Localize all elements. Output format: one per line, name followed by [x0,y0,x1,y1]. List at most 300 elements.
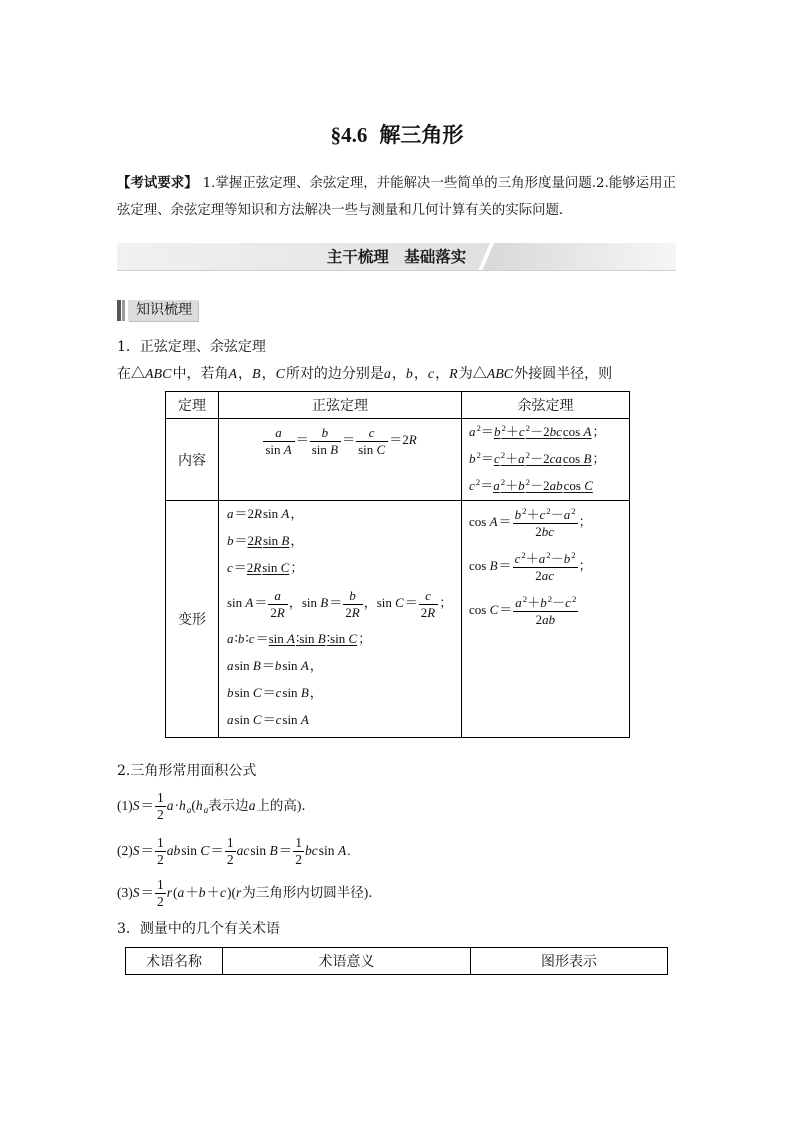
math-text: sin [318,843,338,858]
fraction-denominator [263,442,294,458]
math-text: －2 [530,424,550,439]
content-row-label: 内容 [166,419,219,501]
math-text: ＋ [525,550,539,566]
fraction-denominator [155,852,166,868]
math-variable: A [583,424,592,439]
superscript: 2 [500,450,506,461]
math-variable: R [449,367,458,382]
section-heading: 1．正弦定理、余弦定理 [117,339,266,355]
superscript: 2 [476,423,481,434]
math-variable: A [228,367,238,382]
fraction [263,425,294,458]
math-text: cos [563,478,585,493]
math-text: sin [181,843,201,858]
fraction-numerator [419,588,438,605]
underlined-answer [247,560,291,575]
math-text: ＋ [505,478,519,493]
math-text: 上的高)． [256,798,315,813]
math-variable: B [252,367,261,382]
math-variable: a [227,658,234,673]
math-text: (3) [117,885,133,900]
math-variable: a [383,367,391,382]
math-text: sin [282,712,301,727]
math-text: ； [592,424,606,439]
math-text: )( [227,885,237,900]
fraction-numerator [310,425,341,442]
formula-line [469,588,629,632]
area-formula-2 [117,835,351,867]
math-text: ＝ [498,514,512,529]
math-variable: C [200,843,210,858]
terms-table [125,947,668,975]
math-variable: c [518,424,525,439]
formula-line [469,500,629,544]
sine-law-header: 正弦定理 [219,392,462,419]
superscript: 2 [571,549,576,560]
math-text: ＝ [234,533,248,548]
math-text: ， [238,367,253,382]
formula-line [227,581,461,625]
math-text: sin [234,712,253,727]
math-variable: b [227,685,234,700]
math-text: ； [358,631,372,646]
exam-requirements [117,170,676,224]
section-banner [117,243,676,271]
tag-bar [117,300,121,321]
math-text: ， [309,685,323,700]
math-text: 1 [157,877,164,893]
math-text: 2 [535,567,542,583]
math-text: ＝ [254,595,268,610]
math-text: 2 [246,560,254,575]
fraction-denominator [155,807,166,823]
theorem-header: 定理 [166,392,219,419]
formula-lines [227,500,461,733]
formula-line [227,706,461,733]
math-variable: A [287,631,295,646]
math-variable: b [321,424,329,440]
math-variable: R [427,604,436,620]
math-text: sin [311,441,331,457]
sine-law-variants [219,501,462,738]
math-variable: B [330,441,339,457]
underlined-answer [493,478,594,493]
fraction-denominator [343,605,362,621]
math-text: ＝ [140,798,154,813]
math-text: (1) [117,798,133,813]
math-variable: b [493,424,501,439]
formula-line [227,652,461,679]
fraction-numerator [513,595,578,612]
math-variable: S [132,843,140,858]
math-text: sin [358,441,377,457]
math-text: ＝ [480,424,494,439]
math-variable: a [227,712,234,727]
math-text: 表示边 [208,798,249,813]
formula-line [469,418,629,445]
math-text: － [550,550,564,566]
superscript: 2 [501,423,506,434]
math-variable: S [132,885,140,900]
superscript: 2 [522,593,528,604]
math-variable: c [220,885,227,900]
math-text: ， [435,367,450,382]
math-text: ； [290,560,304,575]
math-variable: bc [549,424,562,439]
math-text: cos [469,602,490,617]
math-variable: b [274,658,282,673]
math-text: 2 [247,533,255,548]
math-text: 2 [157,807,164,823]
math-variable: c [275,685,282,700]
knowledge-tag [117,300,198,321]
math-variable: B [320,595,329,610]
fraction [310,425,341,458]
fraction-numerator [268,588,287,605]
math-text: ＋ [527,594,541,610]
math-variable: b [469,451,476,466]
math-variable: ac [541,567,554,583]
superscript: 2 [546,505,551,516]
law-table [165,391,630,738]
math-variable: A [281,506,290,521]
math-variable: r [236,885,242,900]
section-heading: 2.三角形常用面积公式 [117,763,257,779]
subscript: a [203,804,209,815]
fraction [155,877,166,910]
math-text: ∶ [234,631,238,646]
math-text: . [347,843,351,858]
math-variable: ab [549,478,563,493]
math-variable: S [132,798,140,813]
math-text: ＝ [480,451,494,466]
math-text: 2 [420,604,428,620]
math-text: ( [191,798,196,813]
math-variable: a [518,451,525,466]
math-variable: bc [305,843,318,858]
math-variable: b [540,594,547,610]
page-title [0,121,794,149]
math-variable: b [518,478,525,493]
subscript: a [186,804,192,815]
math-text: ， [391,367,406,382]
formula-lines [219,418,461,462]
math-text: ＝ [210,843,224,858]
sine-law-content [219,419,462,501]
math-variable: c [248,631,255,646]
fraction-numerator [293,835,304,852]
math-variable: C [489,602,499,617]
superscript: 2 [571,505,576,516]
math-variable: a [538,550,546,566]
fraction-denominator [513,568,578,584]
math-variable: ab [166,843,181,858]
math-variable: c [275,712,282,727]
fraction-denominator [513,612,578,628]
math-variable: ABC [145,367,172,382]
math-variable: a [493,478,500,493]
math-variable: a [248,798,256,813]
fraction [343,588,362,621]
math-text: ； [578,558,592,573]
math-text: cos [562,424,584,439]
math-text: ＝ [233,560,247,575]
math-variable: c [427,367,435,382]
math-variable: h [195,798,203,813]
math-text: ＝ [140,885,154,900]
math-text: 2 [535,611,543,627]
math-variable: ABC [486,367,514,382]
math-variable: B [300,685,309,700]
cosine-law-header: 余弦定理 [462,392,630,419]
math-text: ∶ [245,631,249,646]
math-text: ； [439,595,453,610]
table-header-row [126,948,668,975]
math-variable: C [275,367,285,382]
math-variable: c [565,594,571,610]
math-variable: C [584,478,593,493]
math-text: 1 [295,835,303,851]
math-variable: c [425,587,431,603]
fraction-denominator [293,852,304,868]
math-variable: B [269,843,278,858]
math-variable: ab [542,611,556,627]
math-text: sin [234,658,253,673]
math-text: ， [261,367,276,382]
math-variable: R [254,506,262,521]
formula-line [227,527,461,554]
math-text: 在△ [117,367,145,382]
math-text: ，sin [363,595,396,610]
tag-label: 知识梳理 [128,300,198,321]
math-variable: R [253,560,262,575]
fraction-denominator [419,605,438,621]
math-variable: c [514,550,521,566]
math-variable: R [408,432,417,447]
formula-lines [469,500,629,632]
math-text: －2 [530,478,550,493]
section-name: 解三角形 [379,123,464,147]
math-text: ，sin [288,595,321,610]
fraction-denominator [155,894,166,910]
math-text: ∶sin [326,631,349,646]
formula-line [227,500,461,527]
math-variable: b [349,587,356,603]
math-text: ＝ [498,558,512,573]
fraction-numerator [155,835,166,852]
table-row [166,501,630,738]
fraction-denominator [310,442,341,458]
math-text: ＝ [480,478,494,493]
math-variable: b [563,550,571,566]
math-variable: b [227,533,234,548]
math-text: ∶sin [295,631,318,646]
math-text: －2 [530,451,550,466]
math-text: ＝2 [234,506,255,521]
table-header-row [166,392,630,419]
area-formula-3 [117,877,382,909]
math-text: 2 [295,852,303,868]
math-text: ＋ [505,451,519,466]
section-heading: 3．测量中的几个有关术语 [117,921,280,937]
math-variable: b [514,506,522,522]
math-text: 2 [270,604,277,620]
math-text: － [552,594,566,610]
math-text: 2 [345,604,352,620]
term-name-header: 术语名称 [126,948,223,975]
math-variable: a [227,506,234,521]
math-text: ( [173,885,178,900]
underlined-answer [248,533,291,548]
math-text: ＋ [206,885,221,900]
math-text: 2 [226,852,234,868]
cosine-law-content [462,419,630,501]
math-variable: C [252,685,262,700]
banner-title: 主干梳理 基础落实 [326,248,467,266]
fraction-denominator [356,442,388,458]
fraction-numerator [343,588,362,605]
fraction [513,595,578,628]
fraction-denominator [225,852,236,868]
cosine-law-variants [462,501,630,738]
math-text: 2 [157,894,164,910]
math-text: cos [469,514,490,529]
superscript: 2 [571,593,577,604]
math-variable: A [245,595,254,610]
math-variable: a [515,594,522,610]
math-variable: A [489,514,498,529]
superscript: 2 [476,450,481,461]
math-variable: a [275,424,282,440]
math-variable: A [283,441,292,457]
math-variable: b [198,885,206,900]
fraction [356,425,388,458]
superscript: 2 [522,505,527,516]
math-text: ， [290,533,304,548]
math-variable: c [469,478,475,493]
superscript: 2 [546,549,551,560]
math-text: ， [290,506,304,521]
math-text: sin [250,843,270,858]
fraction [155,790,166,823]
math-variable: ac [236,843,250,858]
area-formula-1 [117,790,315,822]
section-number: §4.6 [330,123,368,147]
fraction-numerator [225,835,236,852]
math-text: ＝ [255,631,269,646]
variant-row-label: 变形 [166,501,219,738]
fraction [155,835,166,868]
math-text: sin [282,685,301,700]
math-variable: C [348,631,358,646]
math-variable: a [227,631,234,646]
math-variable: B [281,533,290,548]
math-text: ＝2 [389,432,409,447]
math-variable: A [300,712,309,727]
requirements-label: 【考试要求】 [117,176,198,191]
math-variable: c [493,451,500,466]
table-row [166,419,630,501]
superscript: 2 [525,477,531,488]
superscript: 2 [475,477,481,488]
math-variable: c [227,560,233,575]
term-figure-header: 图形表示 [471,948,668,975]
math-text: 外接圆半径，则 [514,367,613,382]
formula-line [227,679,461,706]
math-text: sin [282,658,301,673]
formula-line [469,445,629,472]
math-text: ， [309,658,323,673]
math-text: ＝ [278,843,293,858]
math-text: ＝ [140,843,154,858]
math-text: ＝ [262,712,276,727]
math-variable: c [368,424,375,440]
formula-line [227,625,461,652]
underlined-answer [269,631,359,646]
math-text: ＝ [295,432,309,447]
fraction-numerator [513,551,578,568]
math-variable: B [583,451,592,466]
math-text: cos [469,558,490,573]
math-variable: ca [549,451,562,466]
superscript: 2 [500,477,506,488]
formula-line [469,544,629,588]
math-text: 中，若角 [172,367,229,382]
math-variable: B [489,558,498,573]
superscript: 2 [547,593,553,604]
fraction-numerator [155,790,166,807]
math-text: sin [262,560,281,575]
math-variable: C [376,441,386,457]
math-text: sin [262,533,282,548]
math-text: sin [234,685,253,700]
term-meaning-header: 术语意义 [223,948,471,975]
math-variable: a [469,424,476,439]
math-text: ＋ [526,506,540,522]
math-text: sin [265,441,284,457]
formula-line [469,472,629,499]
fraction [268,588,287,621]
fraction-numerator [155,877,166,894]
underlined-answer [494,451,592,466]
math-variable: B [317,631,326,646]
math-variable: R [254,533,262,548]
math-variable: a [563,506,571,522]
math-variable: C [252,712,262,727]
math-text: 所对的边分别是 [285,367,384,382]
math-variable: A [300,658,309,673]
math-text: ＋ [505,424,519,439]
math-text: ； [578,514,592,529]
fraction-denominator [513,524,578,540]
fraction-denominator [268,605,287,621]
math-variable: c [539,506,546,522]
math-text: ＝ [499,602,513,617]
math-text: ＝ [404,595,418,610]
math-text: ＝ [262,685,276,700]
math-text: ， [413,367,428,382]
math-text: 2 [535,523,542,539]
fraction [419,588,438,621]
math-text: ； [592,451,606,466]
math-text: ＝ [261,658,275,673]
math-variable: bc [541,523,554,539]
requirements-text: 1.掌握正弦定理、余弦定理，并能解决一些简单的三角形度量问题.2.能够运用正弦定理、余弦定理等知识和方法解决一些与测量和几何计算有关的实际问题． [117,176,676,218]
math-text: 1 [157,790,164,806]
math-text: 1 [157,835,164,851]
fraction-numerator [513,507,578,524]
underlined-answer [494,424,592,439]
